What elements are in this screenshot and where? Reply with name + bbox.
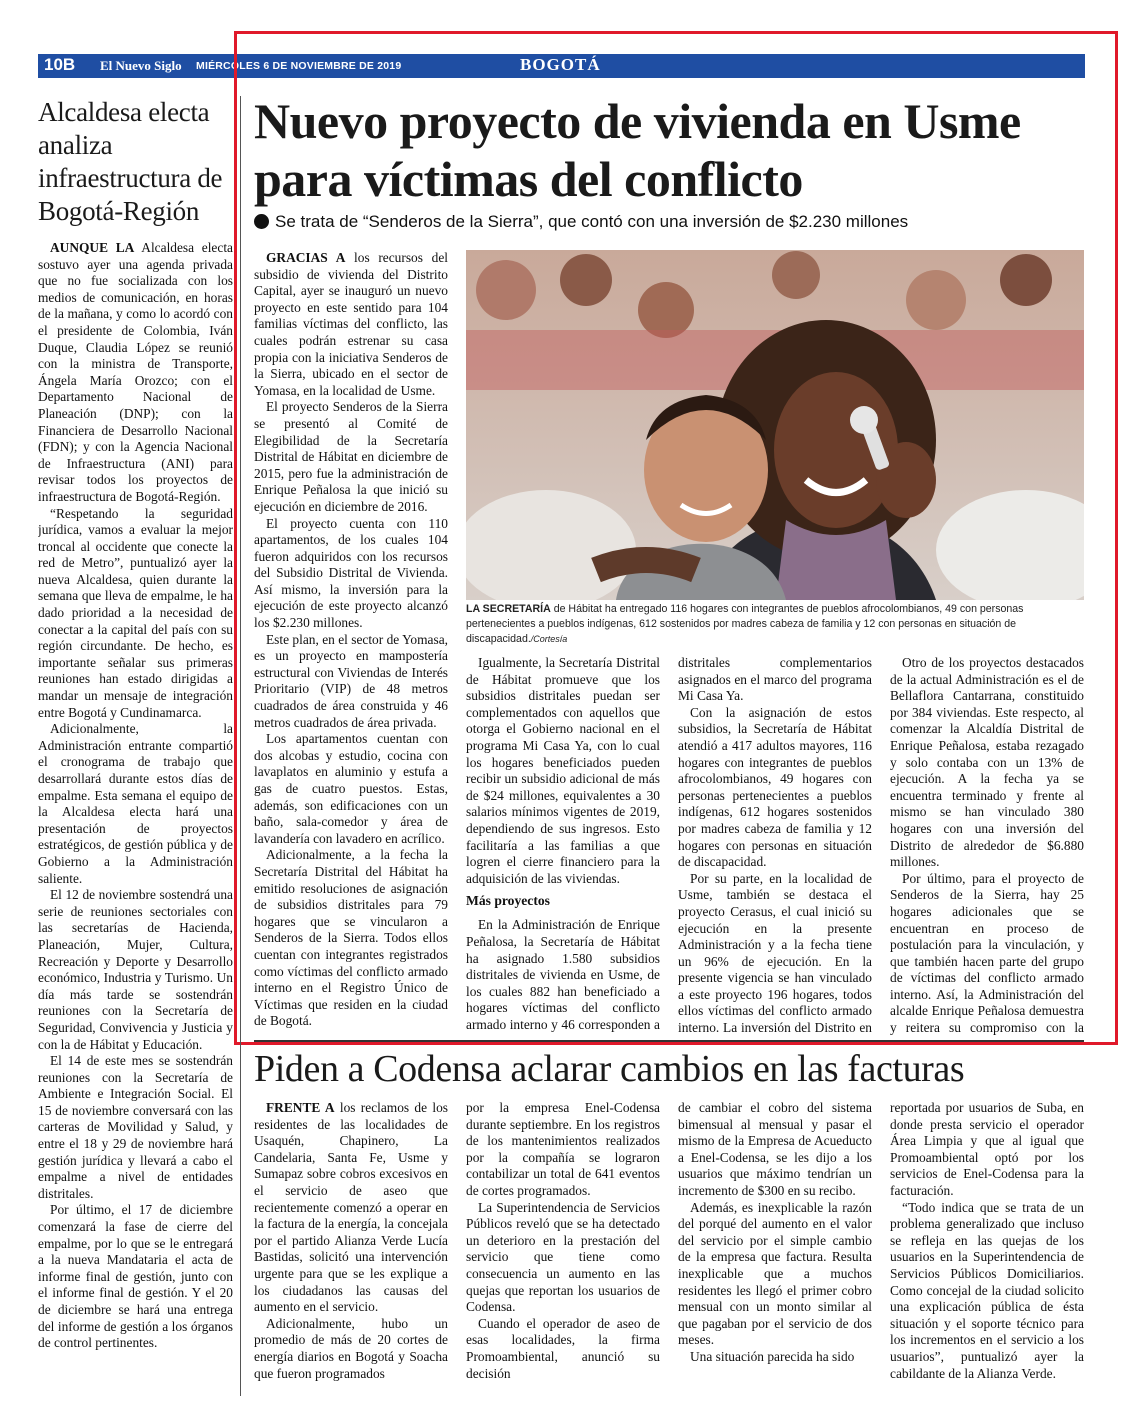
paragraph: “Respetando la seguridad jurídica, vamos a evaluar la mejor troncal al occidente que conecte la red de Metro”, puntualizó ayer la nueva Alcaldesa, quien durante la semana que lleva de empalme, le ha dado prioridad a la necesidad de conectar a la capital del país con su región circundante. De hecho, es importante señalar sus primeras reuniones han estado dirigidas a mandar un mensaje de integración entre Bogotá y Cundinamarca.: [38, 505, 233, 720]
page-number: 10B: [44, 55, 76, 74]
paragraph: de cambiar el cobro del sistema bimensual al mensual y pasar el mismo de la Empresa de Acueducto a Enel-Codensa, se les dijo a los usuarios que máximo tendrían un incremento de $300 en su recibo.: [678, 1100, 872, 1198]
photo-caption: LA SECRETARÍA de Hábitat ha entregado 116 hogares con integrantes de pueblos afrocolombianos, 49 con personas pertenecientes a pueblos indígenas, 612 sostenidos por madres cabeza de familia y 12 con personas en situación de discapacidad./Cortesía: [466, 603, 1024, 645]
second-headline: Piden a Codensa aclarar cambios en las facturas: [254, 1048, 965, 1090]
article-photo: [466, 250, 1084, 600]
left-article: [38, 96, 233, 1396]
paragraph: Además, es inexplicable la razón del porqué del aumento en el valor del servicio por el simple cambio de la empresa que factura. Resulta inexplicable que a muchos residentes les llegó el primer cobro mensual con un monto similar al que pagaban por el servicio de dos meses.: [678, 1199, 872, 1348]
paragraph: FRENTE A los reclamos de los residentes de las localidades de Usaquén, Chapinero, La Candelaria, Santa Fe, Usme y Sumapaz sobre cobros excesivos en el servicio de aseo que recientemente comenzó a operar en la factura de la energía, la concejala por el partido Alianza Verde Lucía Bastidas, solicitó una intervención urgente para que se les explique a los ciudadanos las causas del aumento en el servicio.: [254, 1100, 448, 1315]
second-column-4: [890, 1100, 1084, 1396]
paragraph: Igualmente, la Secretaría Distrital de Hábitat promueve que los subsidios distritales puedan ser complementados con aquellos que otorga el Gobierno nacional en el programa Mi Casa Ya, con lo cual los hogares beneficiados pueden recibir un subsidio adicional de más de $24 millones, equivalentes a 30 salarios mínimos vigentes de 2019, dependiendo de sus ingresos. Esto facilitaría a las familias a que logren el cierre financiero para la adquisición de las viviendas.: [466, 655, 660, 886]
article-divider: [254, 1040, 1084, 1042]
left-headline: Alcaldesa electa analiza infraestructura de Bogotá-Región: [38, 97, 223, 226]
second-column-1: [254, 1100, 448, 1396]
paragraph: Una situación parecida ha sido: [690, 1348, 855, 1364]
paragraph: Por último, para el proyecto de Senderos de la Sierra, hay 25 hogares adicionales que se encuentran en proceso de postulación para la vinculación, y que también hacen parte del grupo de víctimas del conflicto armado interno. Así, la Administración del alcalde Enrique Peñalosa demuestra y reitera su compromiso con la: [890, 870, 1084, 1035]
main-column-2: [466, 655, 660, 1035]
paragraph: En la Administración de Enrique Peñalosa, la Secretaría de Hábitat ha asignado 1.580 subsidios distritales de vivienda en Usme, de los cuales 882 han beneficiado a hogares víctimas del conflicto armado interno y 46 corresponden a: [466, 917, 660, 1032]
paragraph: La Superintendencia de Servicios Públicos reveló que se ha detectado un deterioro en la prestación del servicio que tiene como consecuencia un aumento en las quejas que reportan los usuarios de Codensa.: [466, 1199, 660, 1315]
main-subhead: Se trata de “Senderos de la Sierra”, que contó con una inversión de $2.230 millones: [254, 212, 908, 232]
paragraph: El 14 de este mes se sostendrán reuniones con la Secretaría de Ambiente e Integración Social. El 15 de noviembre conversará con las carteras de Movilidad y Salud, y entre el 18 y 29 de noviembre hará gestión jurídica y llevará a cabo el empalme a nivel de entidades distritales.: [38, 1053, 233, 1201]
paragraph: Los apartamentos cuentan con dos alcobas y estudio, cocina con lavaplatos en aluminio y estufa a gas de cuatro puestos. Estas, además, son edificaciones con un baño, sala-comedor y área de lavandería con lavadero en acrílico.: [254, 731, 448, 846]
second-column-3: [678, 1100, 872, 1396]
paragraph: distritales complementarios asignados en el marco del programa Mi Casa Ya.: [678, 655, 872, 704]
paragraph: El 12 de noviembre sostendrá una serie de reuniones sectoriales con las secretarías de Hacienda, Planeación, Mujer, Cultura, Recreación y Deporte y Desarrollo económico, Industria y Turismo. Un día más tarde se sostendrán reuniones con la Secretaría de Seguridad, Convivencia y Justicia y con la de Hábitat y Educación.: [38, 887, 233, 1052]
paragraph: GRACIAS A los recursos del subsidio de vivienda del Distrito Capital, ayer se inauguró un nuevo proyecto en este sentido para 104 familias víctimas del conflicto, las cuales podrán estrenar su casa propia con la iniciativa Senderos de la Sierra, ubicado en el sector de Yomasa, en la localidad de Usme.: [254, 250, 448, 398]
photo-credit: /Cortesía: [530, 634, 568, 644]
subtitle: Más proyectos: [466, 893, 550, 909]
paragraph: AUNQUE LA Alcaldesa electa sostuvo ayer una agenda privada que no fue socializada con los medios de comunicación, en horas de la mañana, y como lo acordó con el presidente de Colombia, Iván Duque, Claudia López se reunió con la ministra de Transporte, Ángela María Orozco; con el Departamento Nacional de Planeación (DNP); con la Financiera de Desarrollo Nacional (FDN); y con la Agencia Nacional de Infraestructura (ANI) para revisar todos los proyectos de infraestructura de Bogotá-Región.: [38, 240, 233, 504]
second-column-2: [466, 1100, 660, 1396]
paragraph: Adicionalmente, a la fecha la Secretaría Distrital del Hábitat ha emitido resoluciones de asignación de subsidios distritales para 79 hogares que se vincularon a Senderos de la Sierra. Todos ellos cuentan con integrantes registrados como víctimas del conflicto armado interno en el Registro Único de Víctimas que residen en la ciudad de Bogotá.: [254, 847, 448, 1029]
paragraph: por la empresa Enel-Codensa durante septiembre. En los registros de los mantenimientos realizados por la compañía se lograron contabilizar un total de 641 eventos de cortes programados.: [466, 1100, 660, 1198]
paragraph: El proyecto cuenta con 110 apartamentos, de los cuales 104 fueron adquiridos con los recursos del Subsidio Distrital de Vivienda. Así mismo, la inversión para la ejecución de este proyecto alcanzó los $2.230 millones.: [254, 515, 448, 631]
column-divider: [240, 96, 241, 1396]
newspaper-name: El Nuevo Siglo: [100, 58, 182, 73]
paragraph: Adicionalmente, hubo un promedio de más de 20 cortes de energía diarios en Bogotá y Soacha que fueron programados: [254, 1315, 448, 1381]
paragraph: “Todo indica que se trata de un problema generalizado que incluso se refleja en las quejas de los usuarios en la Superintendencia de Servicios Públicos Domiciliarios. Como concejal de la ciudad solicito una explicación pública de ésta situación y el soporte técnico para los incrementos en el servicio a los usuarios”, puntualizó ayer la cabildante de la Alianza Verde.: [890, 1199, 1084, 1381]
section-name: BOGOTÁ: [520, 55, 601, 74]
paragraph: Cuando el operador de aseo de esas localidades, la firma Promoambiental, anunció su decisión: [466, 1315, 660, 1381]
main-column-3: [678, 655, 872, 1035]
paragraph: Por su parte, en la localidad de Usme, también se destaca el proyecto Cerasus, el cual inició su ejecución en la presente Administración y a la fecha tiene un 96% de ejecución. En la presente vigencia se han vinculado a este proyecto 196 hogares, todos ellos víctimas del conflicto armado interno. La inversión del Distrito en: [678, 870, 872, 1035]
main-headline: Nuevo proyecto de vivienda en Usme para víctimas del conflicto: [254, 93, 1021, 207]
main-column-4: [890, 655, 1084, 1035]
paragraph: Este plan, en el sector de Yomasa, es un proyecto en mampostería estructural con Viviendas de Interés Prioritario (VIP) de 48 metros cuadrados de área construida y 46 metros cuadrados de área privada.: [254, 631, 448, 730]
paragraph: Con la asignación de estos subsidios, la Secretaría de Hábitat atendió a 417 adultos mayores, 116 hogares con integrantes de pueblos afrocolombianos, 49 hogares con personas pertenecientes a pueblos indígenas, 612 hogares sostenidos por madres cabeza de familia y 12 hogares con personas en situación de discapacidad.: [678, 704, 872, 870]
bullet-icon: [254, 214, 269, 229]
paragraph: El proyecto Senderos de la Sierra se presentó al Comité de Elegibilidad de la Secretaría Distrital de Hábitat en diciembre de 2015, pero fue la administración de Enrique Peñalosa la que inició su ejecución en diciembre de 2016.: [254, 399, 448, 514]
issue-date: MIÉRCOLES 6 DE NOVIEMBRE DE 2019: [196, 60, 402, 72]
main-column-1: [254, 250, 448, 1035]
paragraph: reportada por usuarios de Suba, en donde presta servicio el operador Área Limpia y que al igual que Promoambiental optó por los servicios de Enel-Codensa para la facturación.: [890, 1100, 1084, 1198]
left-article-body: [38, 240, 233, 1352]
paragraph: Por último, el 17 de diciembre comenzará la fase de cierre del empalme, por lo que se le entregará a la nueva Mandataria el acta de informe final de gestión, junto con el informe final de gestión. Y el 20 de diciembre se hará una entrega del informe de gestión a los órganos de control pertinentes.: [38, 1202, 233, 1351]
paragraph: Adicionalmente, la Administración entrante compartió el cronograma de trabajo que desarrollará durante estos días de empalme. Esta semana el equipo de la Alcaldesa electa hará una presentación de proyectos estratégicos, de gestión pública y de Gobierno a la Administración saliente.: [38, 721, 233, 886]
photo-illustration: [466, 250, 1084, 600]
paragraph: Otro de los proyectos destacados de la actual Administración es el de Bellaflora Cantarrana, constituido por 384 viviendas. Este respecto, al comenzar la Alcaldía Distrital de Enrique Peñalosa, estaba rezagado y solo contaba con un 13% de ejecución. A la fecha ya se encuentra terminado y frente al mismo se han vinculado 380 hogares con una inversión del Distrito de alrededor de $6.880 millones.: [890, 655, 1084, 870]
